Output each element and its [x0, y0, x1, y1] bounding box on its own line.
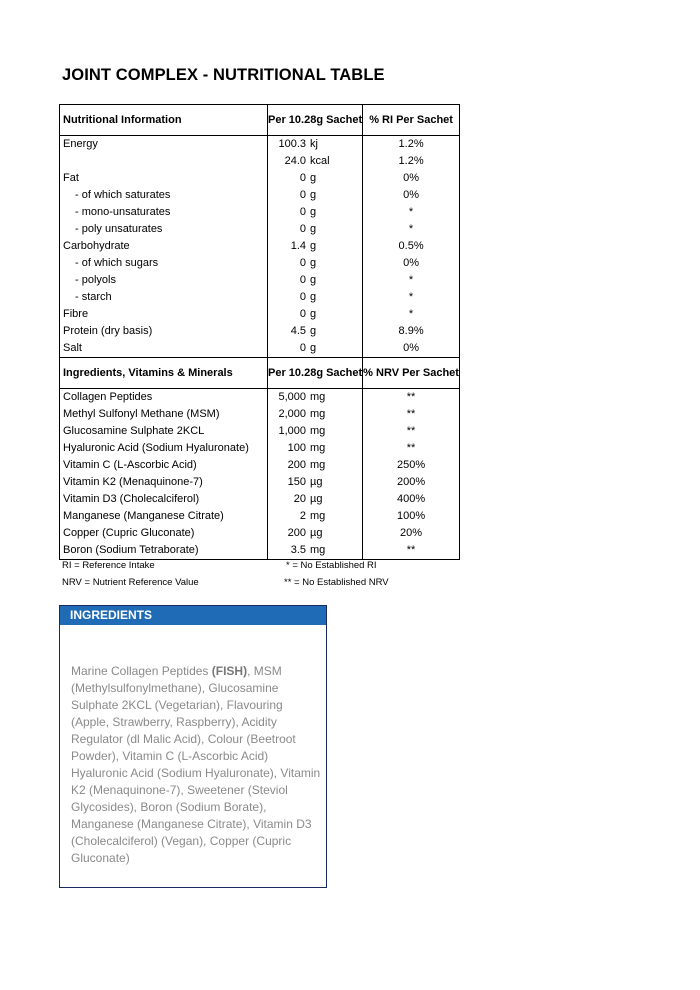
amount-unit: µg [310, 527, 323, 539]
row-percent: * [363, 272, 460, 289]
row-label [60, 272, 268, 289]
row-percent: 0% [363, 340, 460, 358]
amount-value [268, 423, 362, 440]
row-percent: ** [363, 423, 460, 440]
amount-value [268, 221, 362, 238]
ingredients-text-start: Marine Collagen Peptides [71, 664, 212, 678]
amount-unit: mg [310, 442, 326, 454]
page-title: JOINT COMPLEX - NUTRITIONAL TABLE [62, 66, 385, 84]
amount-number: 2,000 [278, 408, 306, 420]
row-percent: * [363, 289, 460, 306]
row-label-text: Carbohydrate [63, 240, 130, 252]
amount-value [268, 272, 362, 289]
row-label [60, 306, 268, 323]
amount-unit: g [310, 342, 317, 354]
table-row [60, 272, 460, 289]
table-row [60, 542, 460, 560]
row-label-text: Boron (Sodium Tetraborate) [63, 544, 199, 556]
row-amount [268, 423, 363, 440]
nutrition-header-label: Nutritional Information [60, 105, 268, 136]
amount-value [268, 306, 362, 323]
table-row [60, 508, 460, 525]
row-label [60, 221, 268, 238]
amount-value [268, 153, 362, 170]
amount-value [268, 323, 362, 340]
table-row [60, 187, 460, 204]
row-amount [268, 525, 363, 542]
amount-value [268, 255, 362, 272]
amount-number: 100.3 [278, 138, 306, 150]
row-amount [268, 238, 363, 255]
amount-unit: µg [310, 493, 323, 505]
amount-number: 1,000 [278, 425, 306, 437]
amount-unit: g [310, 325, 317, 337]
amount-number: 4.5 [290, 325, 306, 337]
amount-unit: g [310, 274, 317, 286]
row-label [60, 406, 268, 423]
amount-unit: g [310, 257, 317, 269]
row-percent: 0% [363, 187, 460, 204]
amount-number: 24.0 [284, 155, 306, 167]
ingredients-text [71, 663, 323, 867]
row-label-text: Vitamin D3 (Cholecalciferol) [63, 493, 200, 505]
amount-number: 5,000 [278, 391, 306, 403]
row-amount [268, 255, 363, 272]
amount-unit: mg [310, 408, 326, 420]
table-row [60, 221, 460, 238]
row-label [60, 187, 268, 204]
row-label [60, 340, 268, 358]
row-label-text: - polyols [75, 274, 116, 286]
ingredients-text-rest: , MSM (Methylsulfonylmethane), Glucosamine Sulphate 2KCL (Vegetarian), Flavouring (Apple, Strawberry, Raspberry), Acidity Regulator (dl Malic Acid), Colour (Beetroot Powder), Vitamin C (L-Ascorbic Acid) Hyaluronic Acid (Sodium Hyaluronate), Vitamin K2 (Menaquinone-7), Sweetener (Steviol Glycosides), Boron (Sodium Borate), Manganese (Manganese Citrate), Vitamin D3 (Cholecalciferol) (Vegan), Copper (Cupric Gluconate) [71, 664, 321, 865]
row-percent: * [363, 306, 460, 323]
row-label [60, 153, 268, 170]
row-amount [268, 389, 363, 407]
amount-number: 100 [287, 442, 306, 454]
row-label-text: Collagen Peptides [63, 391, 153, 403]
row-amount [268, 204, 363, 221]
row-label [60, 474, 268, 491]
row-percent: 100% [363, 508, 460, 525]
row-amount [268, 136, 363, 154]
amount-unit: g [310, 240, 317, 252]
row-label [60, 170, 268, 187]
ingredients-box [59, 605, 327, 888]
amount-number: 3.5 [290, 544, 306, 556]
footnote-no-ri: * = No Established RI [286, 560, 377, 571]
row-label [60, 542, 268, 560]
amount-number: 1.4 [290, 240, 306, 252]
row-amount [268, 491, 363, 508]
table-row [60, 525, 460, 542]
amount-number: 2 [299, 510, 306, 522]
table-row [60, 306, 460, 323]
row-label [60, 323, 268, 340]
row-amount [268, 340, 363, 358]
amount-number: 0 [299, 291, 306, 303]
table-row [60, 423, 460, 440]
row-label [60, 238, 268, 255]
row-percent: ** [363, 440, 460, 457]
row-amount [268, 153, 363, 170]
amount-number: 0 [299, 189, 306, 201]
table-row [60, 136, 460, 154]
row-percent: * [363, 204, 460, 221]
amount-unit: mg [310, 391, 326, 403]
row-label [60, 440, 268, 457]
row-label-text: Energy [63, 138, 98, 150]
nutrition-header-percent: % RI Per Sachet [363, 105, 460, 136]
amount-value [268, 474, 362, 491]
amount-number: 200 [287, 459, 306, 471]
vitamins-header-percent: % NRV Per Sachet [363, 358, 460, 389]
table-row [60, 491, 460, 508]
table-row [60, 289, 460, 306]
vitamins-header-label: Ingredients, Vitamins & Minerals [60, 358, 268, 389]
row-label-text: Fat [63, 172, 79, 184]
table-row [60, 204, 460, 221]
amount-number: 0 [299, 172, 306, 184]
row-percent: 250% [363, 457, 460, 474]
row-percent: 1.2% [363, 136, 460, 154]
row-label-text: Copper (Cupric Gluconate) [63, 527, 195, 539]
row-label-text: Glucosamine Sulphate 2KCL [63, 425, 205, 437]
amount-number: 0 [299, 274, 306, 286]
amount-unit: g [310, 206, 317, 218]
row-amount [268, 440, 363, 457]
amount-value [268, 508, 362, 525]
amount-value [268, 457, 362, 474]
row-percent: ** [363, 389, 460, 407]
amount-value [268, 187, 362, 204]
row-label-text: Methyl Sulfonyl Methane (MSM) [63, 408, 220, 420]
row-percent: 0% [363, 255, 460, 272]
row-amount [268, 272, 363, 289]
row-amount [268, 306, 363, 323]
row-percent: 200% [363, 474, 460, 491]
table-row [60, 323, 460, 340]
amount-unit: g [310, 172, 317, 184]
row-amount [268, 221, 363, 238]
row-label-text: - of which saturates [75, 189, 171, 201]
nutrition-header-amount: Per 10.28g Sachet [268, 105, 363, 136]
row-amount [268, 323, 363, 340]
amount-value [268, 491, 362, 508]
row-label-text: Hyaluronic Acid (Sodium Hyaluronate) [63, 442, 249, 454]
amount-value [268, 170, 362, 187]
row-amount [268, 170, 363, 187]
row-percent: * [363, 221, 460, 238]
row-amount [268, 457, 363, 474]
vitamins-header-amount: Per 10.28g Sachet [268, 358, 363, 389]
row-label [60, 508, 268, 525]
row-percent: ** [363, 406, 460, 423]
row-label-text: Vitamin K2 (Menaquinone-7) [63, 476, 203, 488]
amount-value [268, 440, 362, 457]
table-row [60, 389, 460, 407]
amount-unit: mg [310, 425, 326, 437]
table-row [60, 238, 460, 255]
amount-unit: mg [310, 544, 326, 556]
row-label-text: - mono-unsaturates [75, 206, 171, 218]
row-label [60, 389, 268, 407]
row-amount [268, 542, 363, 560]
amount-number: 0 [299, 206, 306, 218]
row-amount [268, 508, 363, 525]
row-percent: 400% [363, 491, 460, 508]
row-label [60, 491, 268, 508]
amount-number: 200 [287, 527, 306, 539]
row-label-text: Vitamin C (L-Ascorbic Acid) [63, 459, 197, 471]
row-percent: 8.9% [363, 323, 460, 340]
row-percent: 0.5% [363, 238, 460, 255]
row-label [60, 255, 268, 272]
amount-value [268, 238, 362, 255]
row-label-text: Fibre [63, 308, 89, 320]
footnote-nrv: NRV = Nutrient Reference Value [62, 577, 199, 588]
allergen-label: (FISH) [211, 664, 248, 678]
amount-unit: mg [310, 459, 326, 471]
amount-value [268, 542, 362, 559]
amount-value [268, 340, 362, 357]
row-label [60, 525, 268, 542]
row-label [60, 289, 268, 306]
amount-unit: g [310, 223, 317, 235]
table-row [60, 474, 460, 491]
row-percent: ** [363, 542, 460, 560]
amount-value [268, 289, 362, 306]
row-amount [268, 187, 363, 204]
row-amount [268, 406, 363, 423]
table-row [60, 170, 460, 187]
amount-unit: g [310, 189, 317, 201]
amount-number: 20 [293, 493, 306, 505]
row-percent: 20% [363, 525, 460, 542]
amount-number: 150 [287, 476, 306, 488]
amount-unit: kcal [310, 155, 330, 167]
amount-unit: kj [310, 138, 318, 150]
amount-value [268, 136, 362, 153]
row-label [60, 457, 268, 474]
amount-number: 0 [299, 308, 306, 320]
row-label-text: - of which sugars [75, 257, 159, 269]
row-percent: 0% [363, 170, 460, 187]
row-label-text: - poly unsaturates [75, 223, 163, 235]
amount-unit: g [310, 308, 317, 320]
amount-number: 0 [299, 257, 306, 269]
amount-unit: mg [310, 510, 326, 522]
row-label-text: Protein (dry basis) [63, 325, 153, 337]
vitamins-header-row [60, 358, 460, 389]
amount-value [268, 406, 362, 423]
row-amount [268, 474, 363, 491]
amount-unit: g [310, 291, 317, 303]
amount-value [268, 389, 362, 406]
row-label-text: Manganese (Manganese Citrate) [63, 510, 224, 522]
table-row [60, 255, 460, 272]
row-amount [268, 289, 363, 306]
amount-number: 0 [299, 223, 306, 235]
row-label [60, 136, 268, 154]
amount-unit: µg [310, 476, 323, 488]
nutrition-table [59, 104, 460, 560]
table-row [60, 406, 460, 423]
footnote-no-nrv: ** = No Established NRV [284, 577, 389, 588]
row-label [60, 423, 268, 440]
row-label [60, 204, 268, 221]
nutrition-header-row [60, 105, 460, 136]
table-row [60, 340, 460, 358]
ingredients-heading: INGREDIENTS [60, 606, 326, 625]
table-row [60, 457, 460, 474]
footnote-ri: RI = Reference Intake [62, 560, 155, 571]
row-percent: 1.2% [363, 153, 460, 170]
table-row [60, 440, 460, 457]
row-label-text: Salt [63, 342, 82, 354]
table-row [60, 153, 460, 170]
amount-value [268, 525, 362, 542]
amount-value [268, 204, 362, 221]
amount-number: 0 [299, 342, 306, 354]
row-label-text: - starch [75, 291, 112, 303]
